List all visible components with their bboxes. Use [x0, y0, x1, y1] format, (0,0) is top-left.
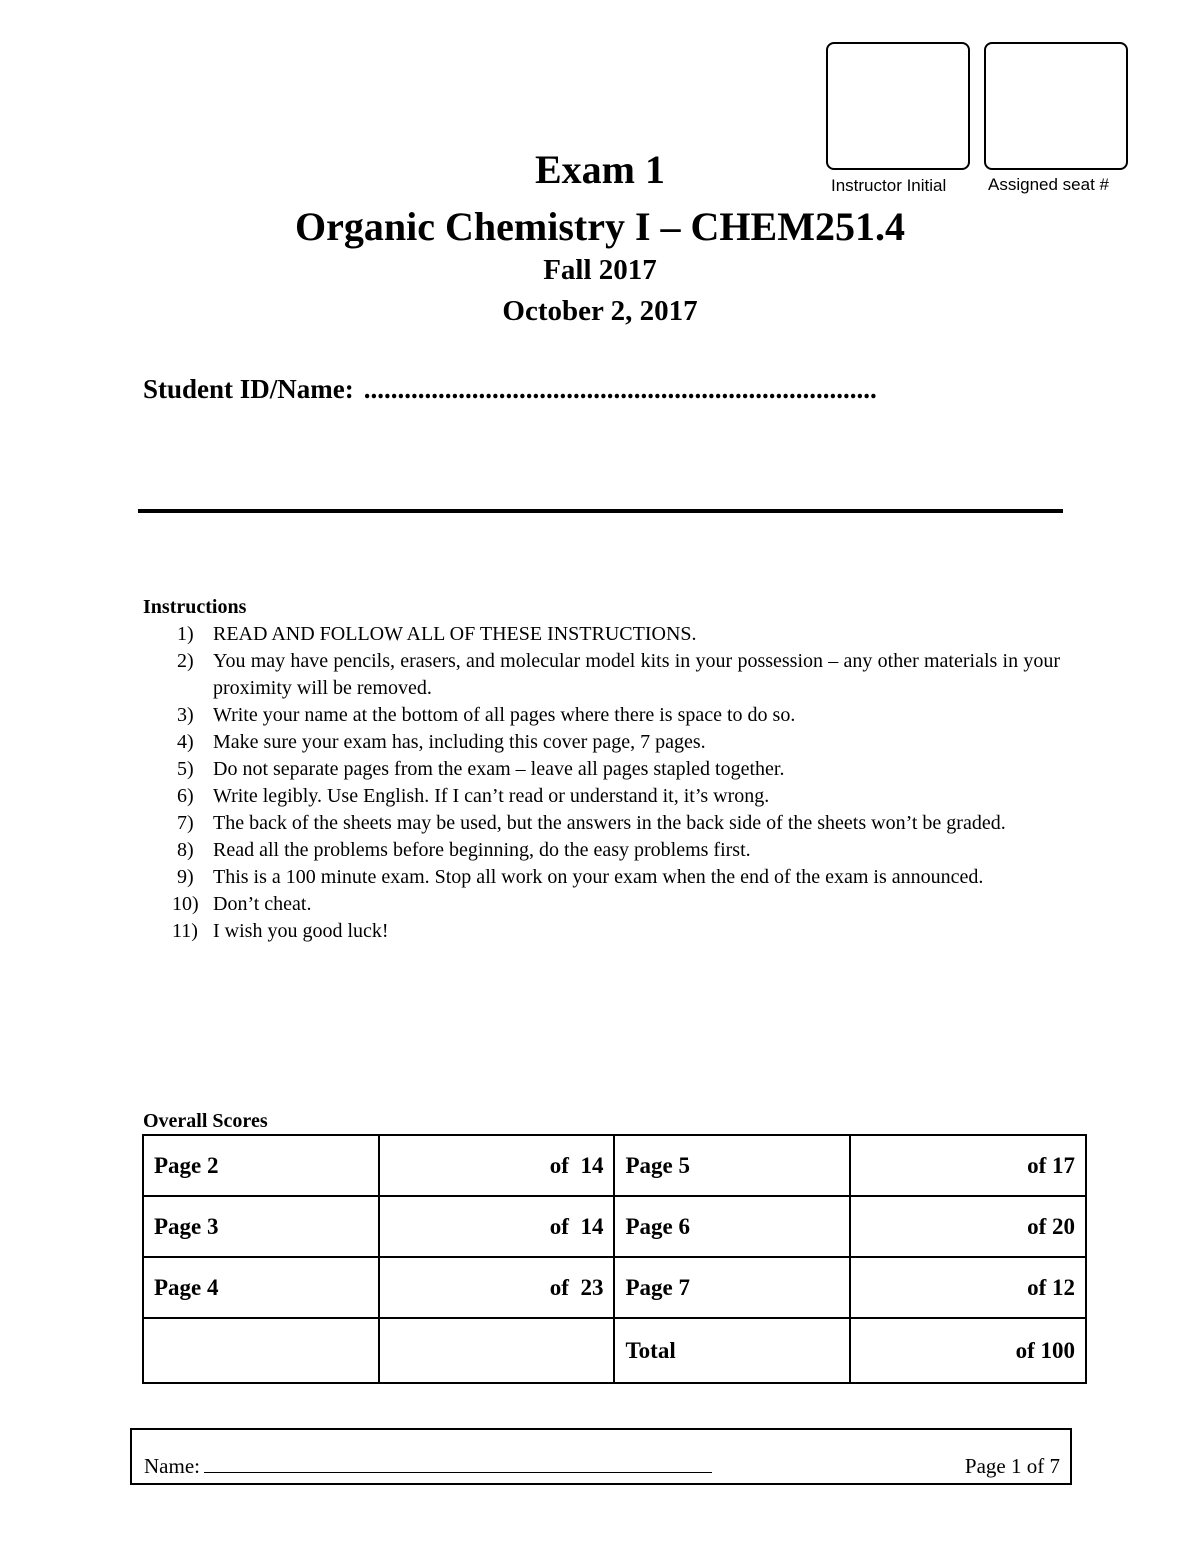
assigned-seat-label: Assigned seat #	[988, 175, 1109, 194]
item-text: Make sure your exam has, including this cover page, 7 pages.	[213, 731, 706, 753]
score-label: Page 7	[614, 1257, 850, 1318]
list-item	[143, 837, 1060, 864]
list-item	[143, 891, 1060, 918]
score-label: Page 2	[143, 1135, 379, 1196]
student-id-name-field[interactable]: ............................................................................	[363, 374, 877, 404]
list-item	[143, 621, 1060, 648]
score-value: of 17	[850, 1135, 1086, 1196]
item-number: 2)	[177, 650, 194, 672]
score-label	[143, 1318, 379, 1383]
score-value: of 14	[379, 1196, 615, 1257]
list-item	[143, 918, 1060, 945]
list-item	[143, 756, 1060, 783]
score-value: of 14	[379, 1135, 615, 1196]
score-value: of 23	[379, 1257, 615, 1318]
table-row	[143, 1318, 1086, 1383]
item-number: 9)	[177, 866, 194, 888]
student-id-name-label: Student ID/Name:	[143, 374, 354, 404]
list-item	[143, 729, 1060, 756]
table-row	[143, 1196, 1086, 1257]
table-row	[143, 1257, 1086, 1318]
student-id-name-row	[143, 374, 877, 405]
page-footer	[130, 1428, 1072, 1485]
exam-date: October 2, 2017	[502, 295, 698, 327]
list-item	[143, 810, 1060, 837]
total-label: Total	[614, 1318, 850, 1383]
table-row	[143, 1135, 1086, 1196]
item-text: READ AND FOLLOW ALL OF THESE INSTRUCTIONS.	[213, 623, 697, 645]
scores-table	[142, 1134, 1087, 1384]
item-number: 6)	[177, 785, 194, 807]
instructor-initial-label: Instructor Initial	[831, 176, 947, 195]
item-number: 7)	[177, 812, 194, 834]
item-text: I wish you good luck!	[213, 920, 389, 942]
list-item	[143, 783, 1060, 810]
page-number: Page 1 of 7	[964, 1454, 1060, 1478]
score-label: Page 5	[614, 1135, 850, 1196]
list-item	[143, 648, 1060, 702]
list-item	[143, 864, 1060, 891]
score-label: Page 3	[143, 1196, 379, 1257]
separator-rule	[138, 509, 1063, 513]
item-number: 11)	[172, 920, 198, 942]
instructions-list	[143, 621, 1060, 945]
score-value: of 12	[850, 1257, 1086, 1318]
term: Fall 2017	[543, 254, 657, 286]
total-value: of 100	[850, 1318, 1086, 1383]
exam-title: Exam 1	[535, 147, 665, 192]
item-text: You may have pencils, erasers, and molecular model kits in your possession – any other materials in your proximity will be removed.	[213, 650, 1060, 699]
course-title: Organic Chemistry I – CHEM251.4	[295, 204, 905, 249]
score-value: of 20	[850, 1196, 1086, 1257]
instructions-heading: Instructions	[143, 596, 247, 618]
score-value	[379, 1318, 615, 1383]
item-number: 3)	[177, 704, 194, 726]
item-number: 8)	[177, 839, 194, 861]
score-label: Page 6	[614, 1196, 850, 1257]
score-label: Page 4	[143, 1257, 379, 1318]
item-text: This is a 100 minute exam. Stop all work on your exam when the end of the exam is announced.	[213, 866, 984, 888]
item-number: 4)	[177, 731, 194, 753]
footer-name-field[interactable]	[204, 1454, 712, 1473]
footer-name-label: Name:	[144, 1454, 200, 1478]
item-number: 10)	[172, 893, 199, 915]
item-text: Do not separate pages from the exam – leave all pages stapled together.	[213, 758, 785, 780]
item-text: Read all the problems before beginning, do the easy problems first.	[213, 839, 751, 861]
footer-name-row	[144, 1454, 712, 1479]
item-text: Write legibly. Use English. If I can’t read or understand it, it’s wrong.	[213, 785, 770, 807]
scores-heading: Overall Scores	[143, 1110, 268, 1132]
list-item	[143, 702, 1060, 729]
item-text: The back of the sheets may be used, but the answers in the back side of the sheets won’t be graded.	[213, 812, 1006, 834]
item-number: 1)	[177, 623, 194, 645]
item-number: 5)	[177, 758, 194, 780]
item-text: Write your name at the bottom of all pages where there is space to do so.	[213, 704, 796, 726]
item-text: Don’t cheat.	[213, 893, 312, 915]
